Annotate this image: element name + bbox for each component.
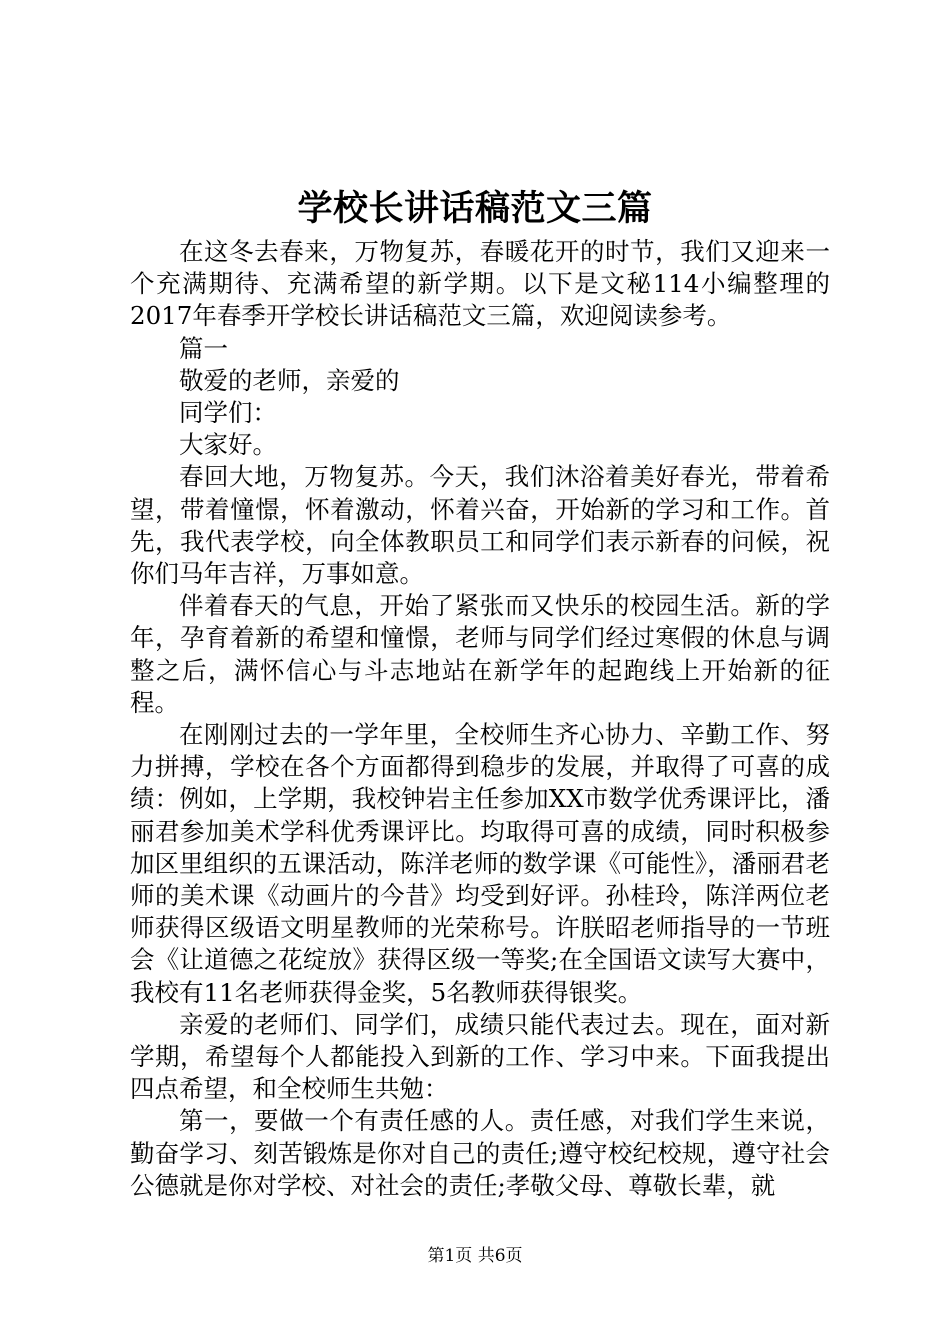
paragraph-salutation-students: 同学们： (179, 398, 277, 428)
paragraph-salutation: 敬爱的老师，亲爱的 (179, 365, 400, 395)
document-title: 学校长讲话稿范文三篇 (297, 188, 653, 229)
paragraph-achievements: 在刚刚过去的一学年里，全校师生齐心协力、辛勤工作、努力拼搏，学校在各个方面都得到稳步的发展，并取得了可喜的成绩：例如，上学期，我校钟岩主任参加XX市数学优秀课评比，潘丽君参加美术学科优秀课评比。均取得可喜的成绩，同时积极参加区里组织的五课活动，陈洋老师的数学课《可能性》，潘丽君老师的美术课《动画片的今昔》均受到好评。孙桂玲，陈洋两位老师获得区级语文明星教师的光荣称号。许朕昭老师指导的一节班会《让道德之花绽放》获得区级一等奖;在全国语文读写大赛中，我校有11名老师获得金奖，5名教师获得银奖。 (130, 720, 830, 1007)
paragraph-hopes: 亲爱的老师们、同学们，成绩只能代表过去。现在，面对新学期，希望每个人都能投入到新的工作、学习中来。下面我提出四点希望，和全校师生共勉： (130, 1009, 830, 1104)
paragraph-intro: 在这冬去春来，万物复苏，春暖花开的时节，我们又迎来一个充满期待、充满希望的新学期。以下是文秘114小编整理的2017年春季开学校长讲话稿范文三篇，欢迎阅读参考。 (130, 237, 830, 331)
paragraph-responsibility: 第一，要做一个有责任感的人。责任感，对我们学生来说，勤奋学习、刻苦锻炼是你对自己的责任;遵守校纪校规，遵守社会公德就是你对学校、对社会的责任;孝敬父母、尊敬长辈，就 (130, 1106, 830, 1200)
page-footer: 第1页 共6页 (427, 1246, 523, 1266)
document-body (130, 236, 830, 1202)
paragraph-section-heading: 篇一 (179, 333, 228, 363)
paragraph-spring: 春回大地，万物复苏。今天，我们沐浴着美好春光，带着希望，带着憧憬，怀着激动，怀着兴奋，开始新的学习和工作。首先，我代表学校，向全体教职员工和同学们表示新春的问候，祝你们马年吉祥，万事如意。 (130, 462, 830, 589)
paragraph-greeting: 大家好。 (179, 430, 277, 460)
paragraph-new-year: 伴着春天的气息，开始了紧张而又快乐的校园生活。新的学年，孕育着新的希望和憧憬，老师与同学们经过寒假的休息与调整之后，满怀信心与斗志地站在新学年的起跑线上开始新的征程。 (130, 591, 830, 717)
